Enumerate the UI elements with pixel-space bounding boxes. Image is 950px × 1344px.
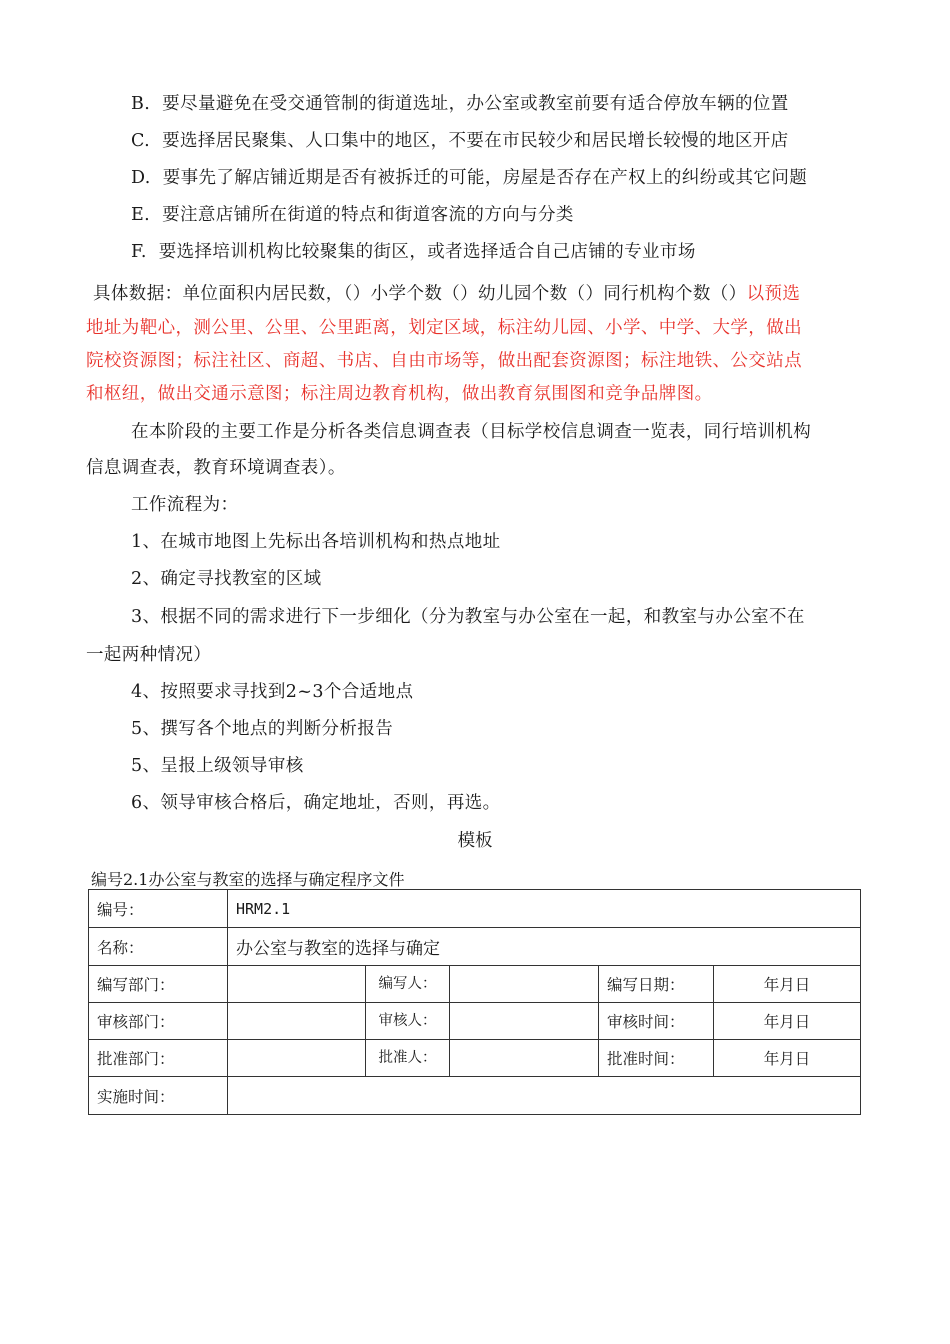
workflow-step-4: 4、按照要求寻找到2~3个合适地点 [131, 682, 414, 702]
option-e [131, 203, 574, 227]
workflow-step-5a: 5、撰写各个地点的判断分析报告 [131, 719, 394, 739]
impl-time-label: 实施时间： [89, 1077, 228, 1115]
option-f [131, 240, 696, 264]
number-value: HRM2.1 [228, 890, 861, 928]
reviewer-value [450, 1003, 599, 1040]
approver-label: 批准人： [366, 1040, 450, 1077]
form-caption: 编号2.1办公室与教室的选择与确定程序文件 [91, 870, 405, 889]
option-text: 要尽量避免在受交通管制的街道选址，办公室或教室前要有适合停放车辆的位置 [162, 94, 789, 114]
write-dept-value [228, 966, 366, 1003]
procedure-form-table [88, 889, 861, 1115]
option-text: 要注意店铺所在街道的特点和街道客流的方向与分类 [162, 205, 574, 225]
form-row-implementation [89, 1077, 861, 1115]
writer-value [450, 966, 599, 1003]
form-row-number [89, 890, 861, 928]
approver-value [450, 1040, 599, 1077]
approve-time-label: 批准时间： [599, 1040, 714, 1077]
write-dept-label: 编写部门： [89, 966, 228, 1003]
specific-data-line-2: 地址为靶心，测公里、公里、公里距离，划定区域，标注幼儿园、小学、中学、大学，做出 [86, 318, 802, 338]
review-time-label: 审核时间： [599, 1003, 714, 1040]
workflow-step-1: 1、在城市地图上先标出各培训机构和热点地址 [131, 532, 501, 552]
option-text: 要选择培训机构比较聚集的街区，或者选择适合自己店铺的专业市场 [158, 242, 696, 262]
specific-data-line-1 [93, 282, 800, 306]
workflow-step-2: 2、确定寻找教室的区域 [131, 569, 322, 589]
review-time-value: 年月日 [714, 1003, 861, 1040]
review-dept-value [228, 1003, 366, 1040]
workflow-step-5b: 5、呈报上级领导审核 [131, 756, 304, 776]
number-label: 编号： [89, 890, 228, 928]
writer-label: 编写人： [366, 966, 450, 1003]
form-row-review [89, 1003, 861, 1040]
workflow-step-3-line-2: 一起两种情况） [86, 645, 212, 665]
option-c [131, 129, 789, 153]
workflow-heading: 工作流程为： [131, 495, 239, 515]
option-letter: F. [131, 242, 147, 262]
name-label: 名称： [89, 928, 228, 966]
write-date-value: 年月日 [714, 966, 861, 1003]
form-row-approve [89, 1040, 861, 1077]
review-dept-label: 审核部门： [89, 1003, 228, 1040]
option-text: 要事先了解店铺近期是否有被拆迁的可能，房屋是否存在产权上的纠纷或其它问题 [162, 168, 808, 188]
option-text: 要选择居民聚集、人口集中的地区，不要在市民较少和居民增长较慢的地区开店 [162, 131, 789, 151]
specific-data-highlight: 以预选 [746, 284, 801, 304]
write-date-label: 编写日期： [599, 966, 714, 1003]
workflow-step-3-line-1: 3、根据不同的需求进行下一步细化（分为教室与办公室在一起，和教室与办公室不在 [131, 607, 805, 627]
reviewer-label: 审核人： [366, 1003, 450, 1040]
analysis-line-2: 信息调查表，教育环境调查表）。 [86, 458, 346, 478]
approve-dept-label: 批准部门： [89, 1040, 228, 1077]
template-title: 模板 [457, 831, 493, 851]
specific-data-text: 具体数据：单位面积内居民数，（）小学个数（）幼儿园个数（）同行机构个数（） [93, 284, 747, 304]
option-letter: C. [131, 131, 151, 151]
approve-time-value: 年月日 [714, 1040, 861, 1077]
approve-dept-value [228, 1040, 366, 1077]
specific-data-line-4: 和枢纽，做出交通示意图；标注周边教育机构，做出教育氛围图和竞争品牌图。 [86, 384, 713, 404]
specific-data-line-3: 院校资源图；标注社区、商超、书店、自由市场等，做出配套资源图；标注地铁、公交站点 [86, 351, 802, 371]
option-letter: E. [131, 205, 151, 225]
form-row-write [89, 966, 861, 1003]
option-d [131, 166, 807, 190]
option-b [131, 92, 789, 116]
form-row-name [89, 928, 861, 966]
analysis-line-1: 在本阶段的主要工作是分析各类信息调查表（目标学校信息调查一览表，同行培训机构 [131, 422, 812, 442]
option-letter: B. [131, 94, 151, 114]
name-value: 办公室与教室的选择与确定 [228, 928, 861, 966]
option-letter: D. [131, 168, 151, 188]
workflow-step-6: 6、领导审核合格后，确定地址，否则，再选。 [131, 793, 501, 813]
impl-time-value [228, 1077, 861, 1115]
